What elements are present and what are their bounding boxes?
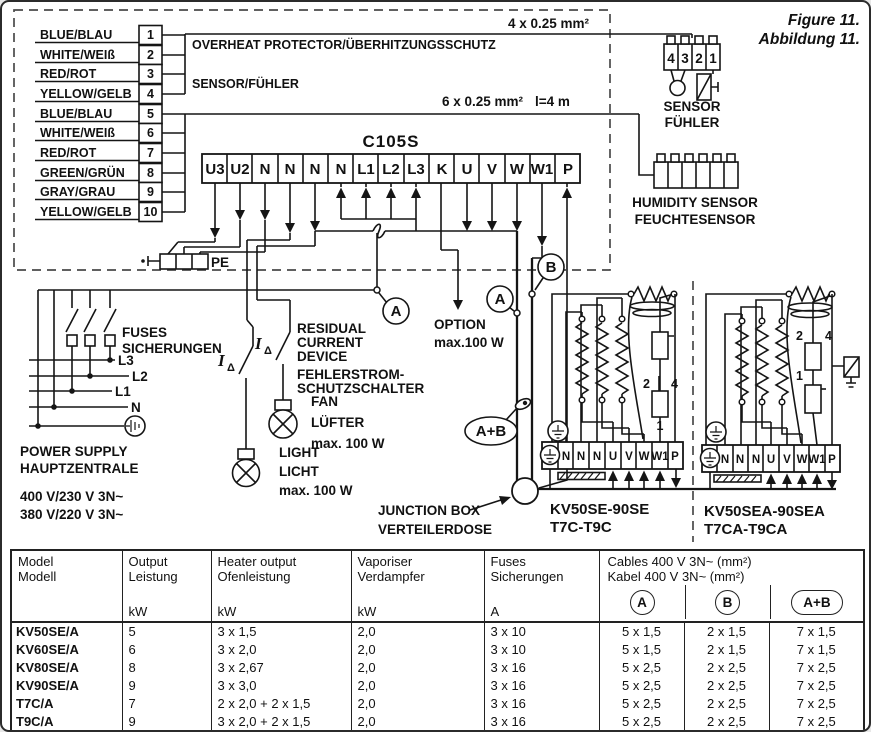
svg-text:10: 10 [143, 205, 158, 219]
fuse-icon [105, 335, 115, 346]
vaporiser-return-wire [629, 297, 643, 439]
svg-text:LIGHT: LIGHT [279, 445, 320, 460]
rcd-light-fan [217, 317, 504, 498]
svg-text:8: 8 [147, 166, 154, 180]
svg-text:Δ: Δ [227, 362, 235, 374]
sensor-bulb-leads [671, 70, 685, 81]
svg-text:7: 7 [147, 146, 154, 160]
svg-text:U: U [608, 451, 618, 463]
cable6-length: l=4 m [535, 94, 570, 109]
humidity-sensor [632, 154, 758, 227]
table-row: KV80SE/A 8 3 x 2,67 2,0 3 x 16 5 x 2,5 2 x 2,5 7 x 2,5 [12, 659, 863, 677]
heater-b [701, 287, 860, 538]
svg-text:POWER SUPPLY: POWER SUPPLY [20, 444, 128, 459]
svg-text:N: N [751, 454, 761, 466]
svg-text:N: N [720, 454, 730, 466]
subcol-b [685, 585, 770, 619]
heater-b-name: T7CA-T9CA [704, 521, 788, 538]
wire-row [35, 144, 185, 163]
svg-text:max. 100 W: max. 100 W [311, 436, 385, 451]
junction-box-icon [512, 478, 538, 504]
svg-text:400 V/230 V 3N~: 400 V/230 V 3N~ [20, 489, 124, 504]
heater-a-name: T7C-T9C [550, 519, 612, 536]
col-cables: Cables 400 V 3N~ (mm²) Kabel 400 V 3N~ (mm²) A B A+B [599, 551, 863, 622]
pe-label: PE [211, 255, 230, 270]
svg-text:N: N [735, 454, 745, 466]
svg-text:L2: L2 [382, 161, 400, 178]
svg-text:V: V [625, 451, 633, 463]
svg-text:HUMIDITY SENSOR: HUMIDITY SENSOR [632, 195, 758, 210]
svg-text:YELLOW/GELB: YELLOW/GELB [40, 87, 132, 101]
svg-text:3: 3 [681, 51, 689, 66]
table-row: KV50SE/A 5 3 x 1,5 2,0 3 x 10 5 x 1,5 2 x 1,5 7 x 1,5 [12, 622, 863, 641]
svg-text:380 V/220 V 3N~: 380 V/220 V 3N~ [20, 507, 124, 522]
svg-text:A: A [494, 291, 506, 308]
heater-b-name: KV50SEA-90SEA [704, 503, 825, 520]
svg-text:W: W [638, 451, 650, 463]
svg-text:2: 2 [147, 48, 154, 62]
svg-text:N: N [592, 451, 602, 463]
svg-text:LICHT: LICHT [279, 464, 319, 479]
svg-text:U: U [766, 454, 776, 466]
svg-text:U: U [461, 161, 473, 178]
svg-text:5: 5 [147, 107, 154, 121]
svg-text:SENSOR: SENSOR [663, 99, 721, 114]
svg-text:FEHLERSTROM-: FEHLERSTROM- [297, 367, 405, 382]
svg-text:L1: L1 [357, 161, 375, 178]
wire-row [35, 183, 185, 202]
svg-text:1: 1 [656, 419, 664, 433]
col-heater-output: Heater output Ofenleistung kW [211, 551, 351, 622]
svg-text:DEVICE: DEVICE [297, 349, 348, 364]
svg-text:L2: L2 [132, 369, 148, 384]
svg-text:OPTION: OPTION [434, 317, 486, 332]
fuse-blades [66, 309, 116, 332]
wire-row [35, 203, 185, 222]
svg-text:JUNCTION BOX: JUNCTION BOX [378, 503, 481, 518]
tag-a-badge: A [630, 590, 655, 615]
svg-text:N: N [131, 400, 141, 415]
tag-ab-badge: A+B [791, 590, 842, 615]
svg-text:RESIDUAL: RESIDUAL [297, 321, 367, 336]
wire-row [35, 105, 185, 124]
svg-text:L1: L1 [115, 384, 131, 399]
subcol-ab [770, 585, 864, 619]
tag-b-badge: B [715, 590, 740, 615]
svg-text:HAUPTZENTRALE: HAUPTZENTRALE [20, 461, 139, 476]
svg-text:max.100 W: max.100 W [434, 335, 504, 350]
diagram-canvas [2, 2, 871, 549]
table-row: KV90SE/A 9 3 x 3,0 2,0 3 x 16 5 x 2,5 2 x 2,5 7 x 2,5 [12, 677, 863, 695]
svg-text:SICHERUNGEN: SICHERUNGEN [122, 341, 222, 356]
wire-row [35, 164, 185, 183]
svg-text:2: 2 [695, 51, 703, 66]
svg-text:P: P [671, 451, 679, 463]
fuse-icon [67, 335, 77, 346]
svg-text:Abbildung 11.: Abbildung 11. [758, 31, 860, 48]
rcd-switch-fan [276, 332, 290, 400]
sensor-bulb-icon [670, 81, 685, 96]
temp-sensor [663, 36, 720, 130]
svg-text:N: N [335, 161, 347, 178]
subcol-a [600, 585, 685, 619]
svg-text:WHITE/WEIß: WHITE/WEIß [40, 48, 115, 62]
wire-row [35, 26, 185, 45]
svg-text:I: I [218, 351, 225, 370]
wire-row [35, 65, 185, 84]
svg-text:1: 1 [709, 51, 717, 66]
overheat-label: OVERHEAT PROTECTOR/ÜBERHITZUNGSSCHUTZ [192, 38, 496, 52]
svg-text:BLUE/BLAU: BLUE/BLAU [40, 107, 113, 121]
table-row: T9C/A 9 3 x 2,0 + 2 x 1,5 2,0 3 x 16 5 x 2,5 2 x 2,5 7 x 2,5 [12, 713, 863, 731]
svg-text:N: N [309, 161, 321, 178]
cable-marker-squiggle [373, 224, 385, 238]
svg-text:A+B: A+B [475, 423, 507, 440]
svg-text:L3: L3 [407, 161, 425, 178]
cable6-label: 6 x 0.25 mm² [442, 94, 524, 109]
svg-text:6: 6 [147, 126, 154, 140]
svg-text:LÜFTER: LÜFTER [311, 415, 365, 430]
fuse-icon [85, 335, 95, 346]
svg-text:1: 1 [796, 369, 803, 383]
svg-text:CURRENT: CURRENT [297, 335, 363, 350]
svg-text:9: 9 [147, 185, 154, 199]
svg-text:Figure 11.: Figure 11. [787, 12, 860, 29]
spec-table [10, 549, 865, 732]
heater-a-name: KV50SE-90SE [550, 501, 650, 518]
svg-text:U2: U2 [230, 161, 250, 178]
svg-text:3: 3 [147, 67, 154, 81]
svg-text:W: W [509, 161, 525, 178]
sensor-cable-label: SENSOR/FÜHLER [192, 77, 299, 91]
svg-text:2: 2 [796, 329, 803, 343]
svg-text:VERTEILERDOSE: VERTEILERDOSE [378, 522, 493, 537]
svg-text:4: 4 [147, 87, 154, 101]
svg-text:A: A [390, 303, 402, 320]
col-vaporiser: Vaporiser Verdampfer kW [351, 551, 484, 622]
col-fuses: Fuses Sicherungen A [484, 551, 599, 622]
svg-text:4: 4 [825, 329, 832, 343]
svg-text:V: V [486, 161, 498, 178]
svg-text:W1: W1 [808, 454, 826, 466]
svg-text:4: 4 [667, 51, 675, 66]
svg-text:Δ: Δ [264, 345, 272, 357]
table-row: KV60SE/A 6 3 x 2,0 2,0 3 x 10 5 x 1,5 2 x 1,5 7 x 1,5 [12, 641, 863, 659]
svg-text:K: K [436, 161, 448, 178]
svg-text:W: W [796, 454, 808, 466]
svg-text:W1: W1 [651, 451, 669, 463]
svg-text:BLUE/BLAU: BLUE/BLAU [40, 28, 113, 42]
figure-title [758, 12, 860, 48]
svg-text:B: B [545, 259, 557, 276]
svg-text:FEUCHTESENSOR: FEUCHTESENSOR [634, 212, 756, 227]
svg-text:YELLOW/GELB: YELLOW/GELB [40, 205, 132, 219]
wire-color-list [35, 26, 185, 222]
svg-text:1: 1 [147, 28, 154, 42]
svg-text:N: N [284, 161, 296, 178]
svg-text:FÜHLER: FÜHLER [664, 115, 720, 130]
svg-text:RED/ROT: RED/ROT [40, 146, 97, 160]
svg-text:2: 2 [643, 377, 650, 391]
svg-text:4: 4 [671, 377, 678, 391]
svg-text:GRAY/GRAU: GRAY/GRAU [40, 185, 116, 199]
rcd-switch-light [239, 346, 253, 449]
col-model: Model Modell [12, 551, 122, 622]
control-unit-c105s [202, 132, 580, 183]
svg-text:W1: W1 [530, 161, 554, 178]
svg-text:I: I [255, 334, 262, 353]
svg-text:N: N [259, 161, 271, 178]
heater-a [541, 287, 684, 536]
svg-text:FAN: FAN [311, 394, 338, 409]
col-output: Output Leistung kW [122, 551, 211, 622]
svg-text:N: N [561, 451, 571, 463]
svg-text:P: P [828, 454, 836, 466]
svg-text:GREEN/GRÜN: GREEN/GRÜN [40, 166, 125, 180]
svg-text:RED/ROT: RED/ROT [40, 67, 97, 81]
svg-text:V: V [783, 454, 791, 466]
pe-terminal [141, 254, 229, 270]
svg-text:WHITE/WEIß: WHITE/WEIß [40, 126, 115, 140]
svg-text:N: N [576, 451, 586, 463]
wire-row [35, 46, 185, 65]
svg-text:U3: U3 [205, 161, 225, 178]
wire-row [35, 124, 185, 143]
control-unit-name: C105S [362, 132, 420, 151]
svg-text:FUSES: FUSES [122, 325, 168, 340]
svg-text:P: P [562, 161, 574, 178]
cable4-label: 4 x 0.25 mm² [508, 16, 590, 31]
svg-text:max. 100 W: max. 100 W [279, 483, 353, 498]
svg-text:L3: L3 [118, 353, 134, 368]
wire-row [35, 85, 185, 104]
svg-text:SCHUTZSCHALTER: SCHUTZSCHALTER [297, 381, 425, 396]
table-row: T7C/A 7 2 x 2,0 + 2 x 1,5 2,0 3 x 16 5 x 2,5 2 x 2,5 7 x 2,5 [12, 695, 863, 713]
